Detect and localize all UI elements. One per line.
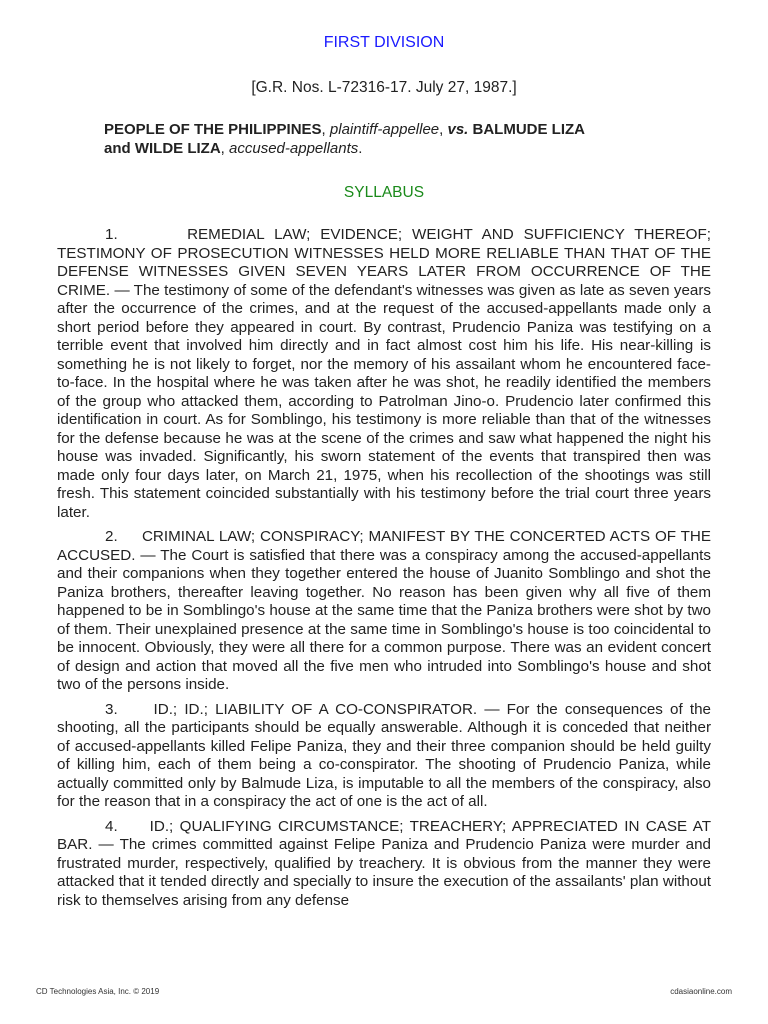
and-label: and xyxy=(104,140,131,157)
plaintiff-name: PEOPLE OF THE PHILIPPINES xyxy=(104,121,322,138)
footer-website: cdasiaonline.com xyxy=(670,987,732,996)
section-title: SYLLABUS xyxy=(343,184,425,201)
syllabus-paragraph-3: 3. ID.; ID.; LIABILITY OF A CO-CONSPIRATOR. — For the consequences of the shooting, all the participants should be equally answerable. Although it is conceded that neither of accused-appellants killed Felipe Paniza, they and their three companion should be held guilty of killing him, each of them being a co-conspirator. The shooting of Prudencio Paniza, while actually committed only by Balmude Liza, is imputable to all the members of the conspiracy, also for the reason that in a conspiracy the act of one is the act of all. xyxy=(57,700,711,810)
syllabus-paragraph-2: 2. CRIMINAL LAW; CONSPIRACY; MANIFEST BY THE CONCERTED ACTS OF THE ACCUSED. — The Court is satisfied that there was a conspiracy among the accused-appellants and their companions when they together entered the house of Juanito Somblingo and shot the Paniza brothers, thereafter leaving together. No reason has been given why all five of them happened to be in Somblingo's house at the same time that the Paniza brothers were shot by two of them. Their unexplained presence at the same time in Somblingo's house is too coincidental to be innocent. Obviously, they were all there for a common purpose. There was an evident concert of design and action that moved all the five men who intruded into Somblingo's house and shot two of the persons inside. xyxy=(57,528,711,693)
syllabus-body xyxy=(57,226,711,916)
syllabus-paragraph-4: 4. ID.; QUALIFYING CIRCUMSTANCE; TREACHERY; APPRECIATED IN CASE AT BAR. — The crimes committed against Felipe Paniza and Prudencio Paniza were murder and frustrated murder, respectively, qualified by treachery. It is obvious from the manner they were attacked that it tended directly and specially to insure the execution of the assailants' plan without risk to themselves arising from any defense xyxy=(57,817,711,909)
case-number: [G.R. Nos. L-72316-17. July 27, 1987.] xyxy=(251,79,517,96)
syllabus-paragraph-1: 1. REMEDIAL LAW; EVIDENCE; WEIGHT AND SUFFICIENCY THEREOF; TESTIMONY OF PROSECUTION WITNESSES HELD MORE RELIABLE THAN THAT OF THE DEFENSE WITNESSES GIVEN SEVEN YEARS LATER FROM OCCURRENCE OF THE CRIME. — The testimony of some of the defendant's witnesses was given as late as seven years after the occurrence of the crimes, and at the request of the accused-appellants made only a short period before they appeared in court. By contrast, Prudencio Paniza was testifying on a terrible event that involved him directly and in fact almost cost him his life. His near-killing is something he is not likely to forget, nor the memory of his assailant whom he encountered face-to-face. In the hospital where he was taken after he was shot, he readily identified the members of the group who attacked them, according to Patrolman Jino-o. Prudencio later confirmed this identification in court. As for Somblingo, his testimony is more reliable than that of the witnesses for the defense because he was at the scene of the crimes and saw what happened the night his house was invaded. Significantly, his sworn statement of the events that transpired then was made only four days later, on March 21, 1975, when his recollection of the shootings was still fresh. This statement coincided substantially with his testimony before the trial court three years later. xyxy=(57,226,711,521)
plaintiff-role: plaintiff-appellee xyxy=(329,121,440,138)
accused-role: accused-appellants xyxy=(229,140,359,157)
footer-copyright: CD Technologies Asia, Inc. © 2019 xyxy=(36,987,160,996)
division-heading: FIRST DIVISION xyxy=(323,34,445,51)
versus-label: vs. xyxy=(447,121,469,138)
case-parties: PEOPLE OF THE PHILIPPINES, plaintiff-appellee, vs. BALMUDE LIZA and WILDE LIZA, accused-appellants. xyxy=(104,121,586,157)
accused-name-2: WILDE LIZA xyxy=(134,140,221,157)
accused-name-1: BALMUDE LIZA xyxy=(472,121,586,138)
